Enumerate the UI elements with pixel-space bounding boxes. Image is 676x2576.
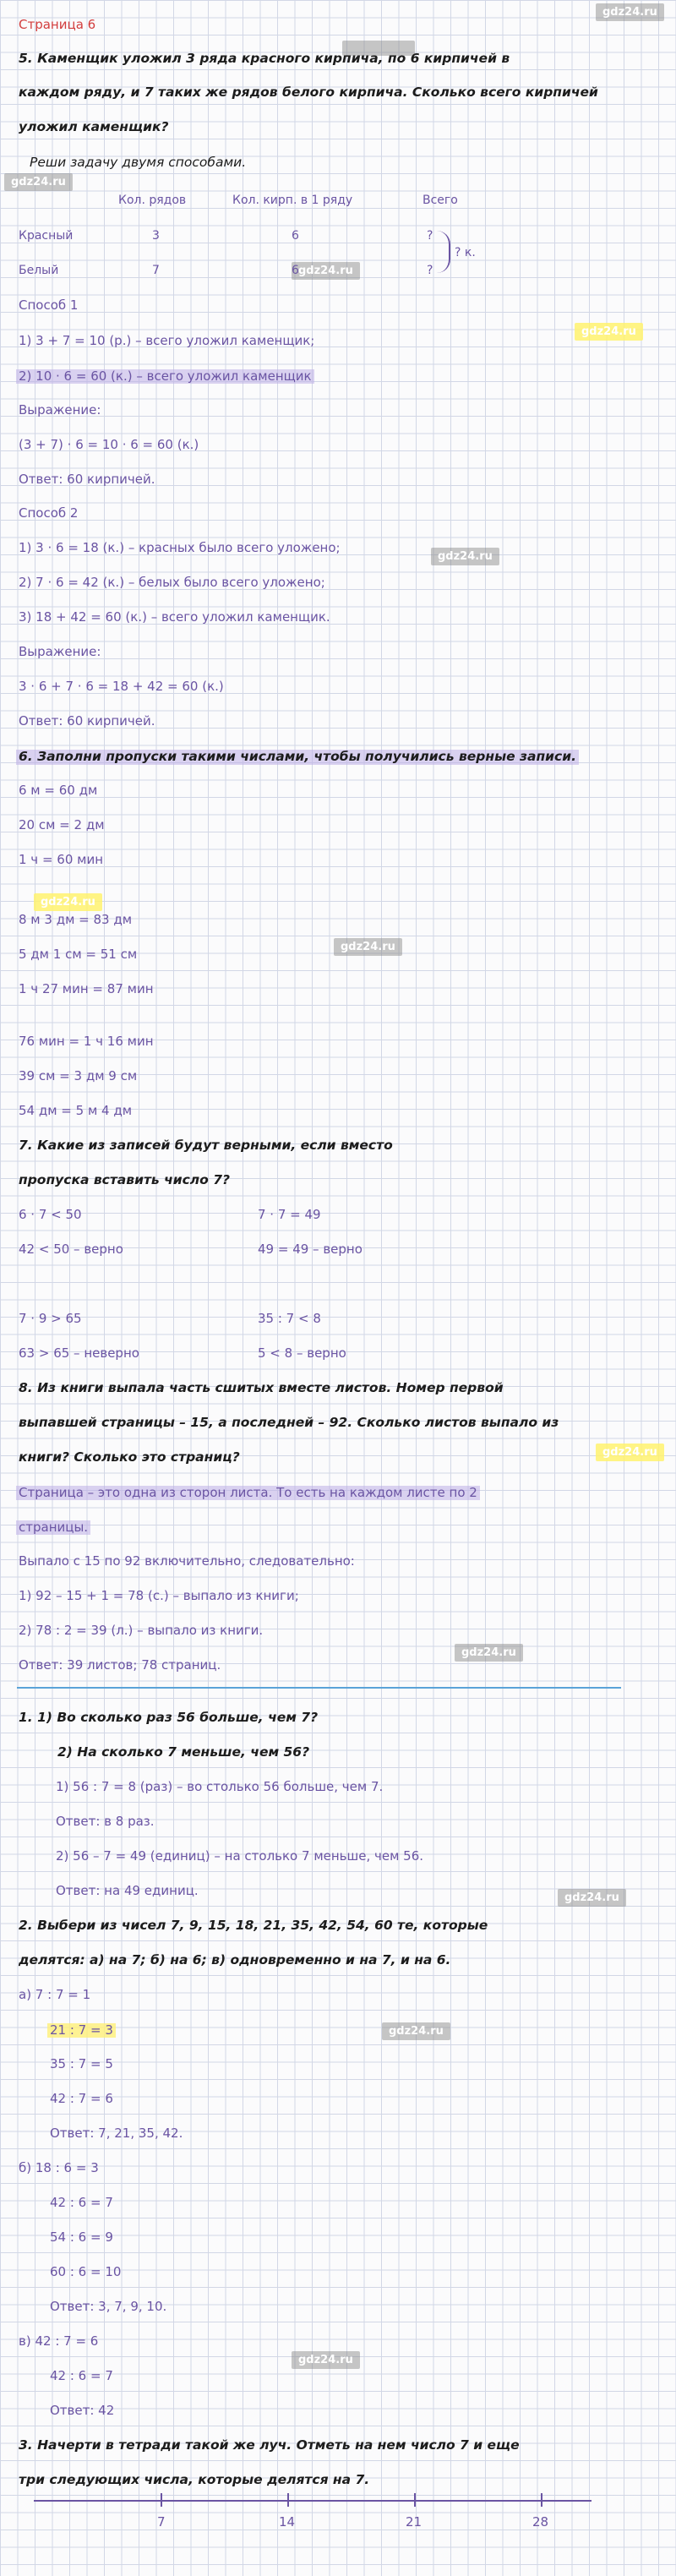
task8-problem-line: выпавшей страницы – 15, а последней – 92. Сколько листов выпало из bbox=[19, 1415, 559, 1430]
watermark-logo: gdz24.ru bbox=[292, 262, 360, 280]
task6-line: 8 м 3 дм = 83 дм bbox=[19, 912, 133, 927]
q2-c-line: 42 : 6 = 7 bbox=[50, 2368, 113, 2383]
q2-a-line: 42 : 7 = 6 bbox=[50, 2091, 113, 2106]
task7-problem-line: пропуска вставить число 7? bbox=[19, 1172, 230, 1187]
q2-a-label: а) 7 : 7 = 1 bbox=[19, 1987, 91, 2002]
watermark-logo: gdz24.ru bbox=[292, 2351, 360, 2369]
task7-right-line: 49 = 49 – верно bbox=[258, 1242, 363, 1257]
q2-c-label: в) 42 : 7 = 6 bbox=[19, 2333, 99, 2349]
q2-problem-line: делятся: а) на 7; б) на 6; в) одновременно и на 7, и на 6. bbox=[19, 1952, 451, 1967]
q3-problem-line: три следующих числа, которые делятся на 7. bbox=[19, 2472, 370, 2487]
task8-line: 2) 78 : 2 = 39 (л.) – выпало из книги. bbox=[19, 1623, 264, 1638]
table-cell: ? bbox=[427, 264, 433, 277]
table-header: Всего bbox=[422, 194, 458, 207]
task7-right-line: 35 : 7 < 8 bbox=[258, 1311, 321, 1326]
way2-expr-title: Выражение: bbox=[19, 644, 101, 659]
watermark-logo: gdz24.ru bbox=[4, 173, 73, 191]
way2-answer: Ответ: 60 кирпичей. bbox=[19, 713, 155, 729]
q2-a-answer: Ответ: 7, 21, 35, 42. bbox=[50, 2126, 183, 2141]
way1-title: Способ 1 bbox=[19, 297, 79, 313]
way2-title: Способ 2 bbox=[19, 505, 79, 521]
q2-b-line: 42 : 6 = 7 bbox=[50, 2195, 113, 2210]
ray-tick bbox=[161, 2493, 162, 2507]
q1-line: 2) На сколько 7 меньше, чем 56? bbox=[57, 1744, 310, 1760]
way2-step: 1) 3 · 6 = 18 (к.) – красных было всего уложено; bbox=[19, 540, 341, 555]
way1-expression: (3 + 7) · 6 = 10 · 6 = 60 (к.) bbox=[19, 437, 199, 452]
ray-tick bbox=[414, 2493, 416, 2507]
task6-line: 76 мин = 1 ч 16 мин bbox=[19, 1034, 154, 1049]
table-cell: ? bbox=[427, 229, 433, 243]
number-ray bbox=[34, 2500, 592, 2502]
q1-solution: 1) 56 : 7 = 8 (раз) – во столько 56 больше, чем 7. bbox=[56, 1779, 384, 1794]
task6-line: 1 ч 27 мин = 87 мин bbox=[19, 981, 154, 996]
q2-b-line: 60 : 6 = 10 bbox=[50, 2264, 122, 2279]
task8-line: 1) 92 – 15 + 1 = 78 (с.) – выпало из книги; bbox=[19, 1588, 299, 1603]
task6-problem: 6. Заполни пропуски такими числами, чтобы получились верные записи. bbox=[16, 750, 579, 765]
task5-problem-line: уложил каменщик? bbox=[19, 119, 169, 134]
task6-line: 1 ч = 60 мин bbox=[19, 852, 104, 867]
table-row-label: Красный bbox=[19, 229, 74, 243]
way2-expression: 3 · 6 + 7 · 6 = 18 + 42 = 60 (к.) bbox=[19, 679, 224, 694]
task8-note: страницы. bbox=[16, 1520, 90, 1535]
task7-left-line: 63 > 65 – неверно bbox=[19, 1345, 139, 1361]
watermark-logo: gdz24.ru bbox=[596, 1444, 664, 1461]
q2-c-answer: Ответ: 42 bbox=[50, 2403, 115, 2418]
q3-problem-line: 3. Начерти в тетради такой же луч. Отметь на нем число 7 и еще bbox=[19, 2437, 520, 2453]
q1-answer: Ответ: на 49 единиц. bbox=[56, 1883, 199, 1898]
ray-tick-label: 28 bbox=[532, 2514, 549, 2530]
way1-expr-title: Выражение: bbox=[19, 402, 101, 418]
task7-right-line: 5 < 8 – верно bbox=[258, 1345, 346, 1361]
task5-problem-line: 5. Каменщик уложил 3 ряда красного кирпича, по 6 кирпичей в bbox=[19, 51, 510, 66]
q1-line: 1. 1) Во сколько раз 56 больше, чем 7? bbox=[19, 1710, 319, 1725]
q1-solution: 2) 56 – 7 = 49 (единиц) – на столько 7 меньше, чем 56. bbox=[56, 1848, 424, 1864]
watermark-logo: gdz24.ru bbox=[382, 2022, 450, 2040]
watermark-logo: gdz24.ru bbox=[575, 323, 643, 341]
task7-left-line: 7 · 9 > 65 bbox=[19, 1311, 82, 1326]
q2-b-line: 54 : 6 = 9 bbox=[50, 2229, 113, 2245]
brace-note: ? к. bbox=[455, 246, 476, 259]
ray-tick-label: 7 bbox=[157, 2514, 166, 2530]
watermark-logo: gdz24.ru bbox=[558, 1889, 626, 1907]
task8-line: Выпало с 15 по 92 включительно, следовательно: bbox=[19, 1553, 355, 1569]
task5-instruction: Реши задачу двумя способами. bbox=[30, 155, 247, 170]
task6-line: 20 см = 2 дм bbox=[19, 817, 105, 832]
task8-answer: Ответ: 39 листов; 78 страниц. bbox=[19, 1657, 221, 1673]
task8-problem-line: книги? Сколько это страниц? bbox=[19, 1449, 240, 1465]
way1-step: 2) 10 · 6 = 60 (к.) – всего уложил каменщик bbox=[16, 369, 314, 384]
table-header: Кол. кирп. в 1 ряду bbox=[232, 194, 353, 207]
table-header: Кол. рядов bbox=[118, 194, 187, 207]
q2-b-label: б) 18 : 6 = 3 bbox=[19, 2160, 99, 2175]
task7-problem-line: 7. Какие из записей будут верными, если вместо bbox=[19, 1138, 393, 1153]
table-cell: 6 bbox=[292, 229, 299, 243]
ray-tick bbox=[287, 2493, 289, 2507]
task6-line: 54 дм = 5 м 4 дм bbox=[19, 1103, 133, 1118]
q2-problem-line: 2. Выбери из чисел 7, 9, 15, 18, 21, 35, 42, 54, 60 те, которые bbox=[19, 1918, 488, 1933]
ray-tick-label: 14 bbox=[279, 2514, 296, 2530]
watermark-logo: gdz24.ru bbox=[334, 938, 402, 956]
task7-left-line: 42 < 50 – верно bbox=[19, 1242, 123, 1257]
watermark-logo: gdz24.ru bbox=[34, 893, 102, 911]
task6-line: 6 м = 60 дм bbox=[19, 783, 98, 798]
table-cell: 6 bbox=[292, 264, 299, 277]
page-title: Страница 6 bbox=[19, 17, 96, 32]
watermark-logo: gdz24.ru bbox=[596, 3, 664, 21]
q1-answer: Ответ: в 8 раз. bbox=[56, 1814, 155, 1829]
way2-step: 3) 18 + 42 = 60 (к.) – всего уложил каменщик. bbox=[19, 609, 330, 625]
way1-step: 1) 3 + 7 = 10 (р.) – всего уложил каменщик; bbox=[19, 333, 315, 348]
table-cell: 7 bbox=[152, 264, 160, 277]
table-cell: 3 bbox=[152, 229, 160, 243]
task7-right-line: 7 · 7 = 49 bbox=[258, 1207, 321, 1222]
q2-a-line: 21 : 7 = 3 bbox=[47, 2023, 116, 2038]
q2-a-line: 35 : 7 = 5 bbox=[50, 2056, 113, 2071]
task8-note: Страница – это одна из сторон листа. То есть на каждом листе по 2 bbox=[16, 1486, 480, 1500]
way2-step: 2) 7 · 6 = 42 (к.) – белых было всего уложено; bbox=[19, 575, 325, 590]
section-divider bbox=[17, 1687, 621, 1689]
task6-line: 39 см = 3 дм 9 см bbox=[19, 1068, 138, 1083]
table-row-label: Белый bbox=[19, 264, 59, 277]
ray-tick-label: 21 bbox=[406, 2514, 422, 2530]
task7-left-line: 6 · 7 < 50 bbox=[19, 1207, 82, 1222]
watermark-logo: gdz24.ru bbox=[431, 548, 499, 565]
task6-line: 5 дм 1 см = 51 см bbox=[19, 947, 138, 962]
task8-problem-line: 8. Из книги выпала часть сшитых вместе листов. Номер первой bbox=[19, 1380, 504, 1395]
brace-bracket bbox=[437, 231, 450, 273]
way1-answer: Ответ: 60 кирпичей. bbox=[19, 472, 155, 487]
ray-tick bbox=[541, 2493, 542, 2507]
task5-problem-line: каждом ряду, и 7 таких же рядов белого кирпича. Сколько всего кирпичей bbox=[19, 85, 598, 100]
watermark-logo: gdz24.ru bbox=[455, 1644, 523, 1662]
q2-b-answer: Ответ: 3, 7, 9, 10. bbox=[50, 2299, 167, 2314]
